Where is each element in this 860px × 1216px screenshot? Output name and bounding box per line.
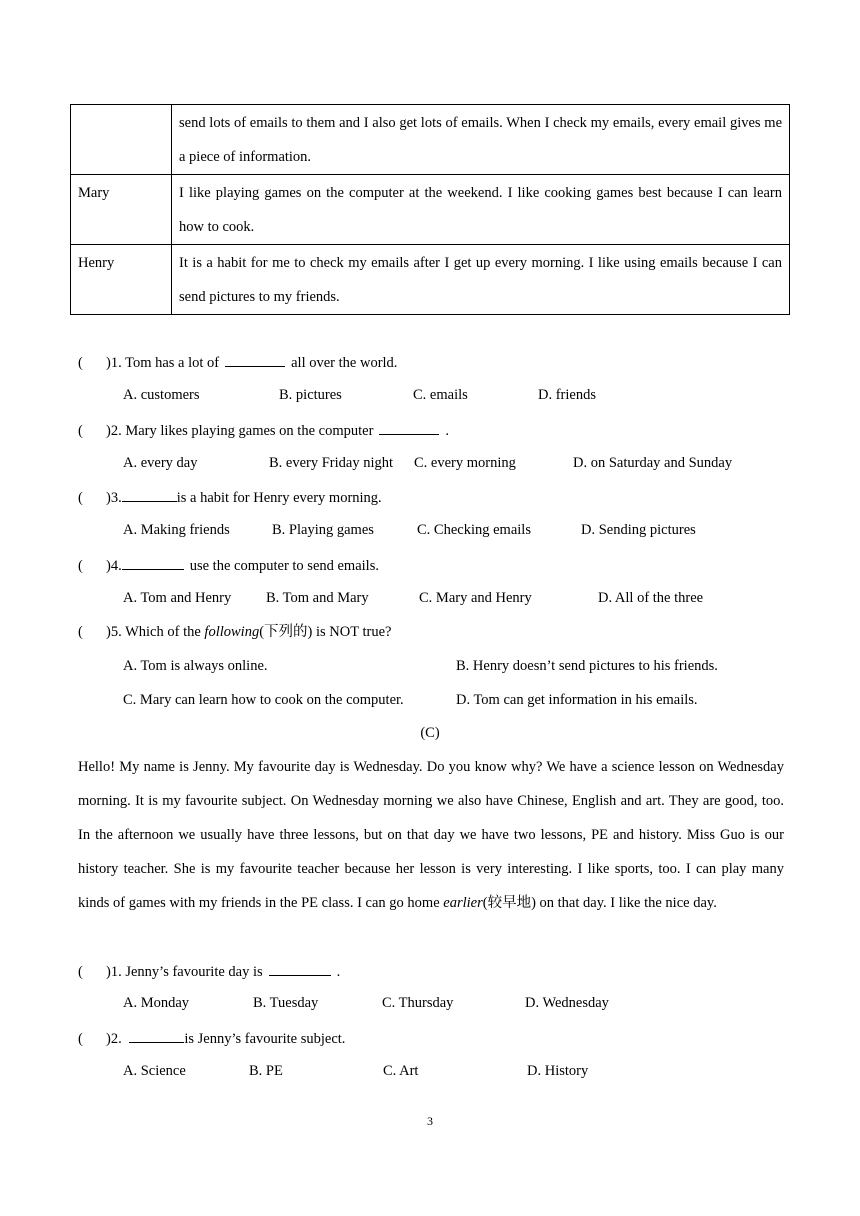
answer-blank[interactable] xyxy=(269,960,331,976)
option-c[interactable]: C. Mary can learn how to cook on the computer. xyxy=(123,692,404,708)
question-number: )4. xyxy=(106,558,122,574)
option-c[interactable]: C. emails xyxy=(413,387,468,403)
option-a[interactable]: A. Science xyxy=(123,1063,186,1079)
table-text-cell: It is a habit for me to check my emails after I get up every morning. I like using emails because I can send pictures to my friends. xyxy=(172,245,790,315)
option-c[interactable]: C. Checking emails xyxy=(417,522,531,538)
option-b[interactable]: B. Henry doesn’t send pictures to his friends. xyxy=(456,658,718,674)
question-c1 xyxy=(78,960,340,982)
option-b[interactable]: B. pictures xyxy=(279,387,342,403)
answer-blank[interactable] xyxy=(129,1027,184,1043)
question-text: is a habit for Henry every morning. xyxy=(176,490,382,506)
question-b1 xyxy=(78,351,397,373)
question-b4 xyxy=(78,554,379,576)
question-text: all over the world. xyxy=(291,355,398,371)
passage-text: Hello! My name is Jenny. My favourite day is Wednesday. Do you know why? We have a science lesson on Wednesday morning. It is my favourite subject. On Wednesday morning we also have Chinese, English and art. They are good, too. In the afternoon we usually have three lessons, but on that day we have two lessons, PE and history. Miss Guo is our history teacher. She is my favourite teacher because her lesson is very interesting. I like sports, too. I can play many kinds of games with my friends in the PE class. I can go home xyxy=(78,759,784,911)
option-d[interactable]: D. Wednesday xyxy=(525,995,609,1011)
answer-paren[interactable]: ( xyxy=(78,558,83,574)
option-b[interactable]: B. Tuesday xyxy=(253,995,319,1011)
question-c2 xyxy=(78,1027,345,1049)
table-name-cell xyxy=(71,105,172,175)
section-c-label: (C) xyxy=(420,725,440,741)
gloss-text: (下列的) xyxy=(259,624,313,640)
option-d[interactable]: D. History xyxy=(527,1063,589,1079)
question-number: )2. xyxy=(106,423,122,439)
question-b3 xyxy=(78,486,382,508)
option-b[interactable]: B. every Friday night xyxy=(269,455,394,471)
option-b[interactable]: B. Playing games xyxy=(272,522,374,538)
question-text: use the computer to send emails. xyxy=(189,558,379,574)
answer-blank[interactable] xyxy=(122,486,177,502)
question-text: . xyxy=(445,423,450,439)
info-table xyxy=(70,104,790,315)
question-number: )1. xyxy=(106,964,122,980)
question-text: is NOT true? xyxy=(316,624,392,640)
answer-paren[interactable]: ( xyxy=(78,964,83,980)
answer-paren[interactable]: ( xyxy=(78,490,83,506)
table-row xyxy=(71,175,790,245)
page-number: 3 xyxy=(427,1114,433,1128)
answer-paren[interactable]: ( xyxy=(78,355,83,371)
table-text-cell: I like playing games on the computer at the weekend. I like cooking games best because I can learn how to cook. xyxy=(172,175,790,245)
answer-paren[interactable]: ( xyxy=(78,1031,83,1047)
table-row xyxy=(71,245,790,315)
gloss-text: (较早地) xyxy=(482,895,536,911)
option-a[interactable]: A. every day xyxy=(123,455,198,471)
option-c[interactable]: C. Mary and Henry xyxy=(419,590,532,606)
question-text: . xyxy=(336,964,341,980)
reading-passage xyxy=(78,750,784,920)
option-c[interactable]: C. Art xyxy=(383,1063,419,1079)
option-a[interactable]: A. Tom and Henry xyxy=(123,590,232,606)
question-b5 xyxy=(78,622,391,642)
question-text: Jenny’s favourite day is xyxy=(125,964,263,980)
question-number: )1. xyxy=(106,355,122,371)
italic-word: earlier xyxy=(443,895,483,911)
option-d[interactable]: D. Tom can get information in his emails. xyxy=(456,692,698,708)
answer-blank[interactable] xyxy=(122,554,184,570)
question-text: is Jenny’s favourite subject. xyxy=(184,1031,346,1047)
option-d[interactable]: D. All of the three xyxy=(598,590,704,606)
table-name-cell: Henry xyxy=(71,245,172,315)
question-number: )3. xyxy=(106,490,122,506)
option-b[interactable]: B. PE xyxy=(249,1063,283,1079)
question-number: )5. xyxy=(106,624,122,640)
answer-paren[interactable]: ( xyxy=(78,624,83,640)
question-text: Mary likes playing games on the computer xyxy=(125,423,374,439)
option-a[interactable]: A. Tom is always online. xyxy=(123,658,268,674)
answer-blank[interactable] xyxy=(379,419,439,435)
italic-word: following xyxy=(204,624,260,640)
option-a[interactable]: A. Monday xyxy=(123,995,190,1011)
table-text-cell: send lots of emails to them and I also get lots of emails. When I check my emails, every email gives me a piece of information. xyxy=(172,105,790,175)
option-d[interactable]: D. Sending pictures xyxy=(581,522,696,538)
question-text: Tom has a lot of xyxy=(125,355,220,371)
question-b2 xyxy=(78,419,449,441)
option-c[interactable]: C. Thursday xyxy=(382,995,454,1011)
answer-paren[interactable]: ( xyxy=(78,423,83,439)
question-text: Which of the xyxy=(125,624,201,640)
passage-text: on that day. I like the nice day. xyxy=(539,895,717,911)
option-d[interactable]: D. on Saturday and Sunday xyxy=(573,455,733,471)
option-a[interactable]: A. customers xyxy=(123,387,200,403)
table-name-cell: Mary xyxy=(71,175,172,245)
option-d[interactable]: D. friends xyxy=(538,387,596,403)
option-c[interactable]: C. every morning xyxy=(414,455,516,471)
option-a[interactable]: A. Making friends xyxy=(123,522,230,538)
question-number: )2. xyxy=(106,1031,122,1047)
table-row xyxy=(71,105,790,175)
answer-blank[interactable] xyxy=(225,351,285,367)
option-b[interactable]: B. Tom and Mary xyxy=(266,590,369,606)
